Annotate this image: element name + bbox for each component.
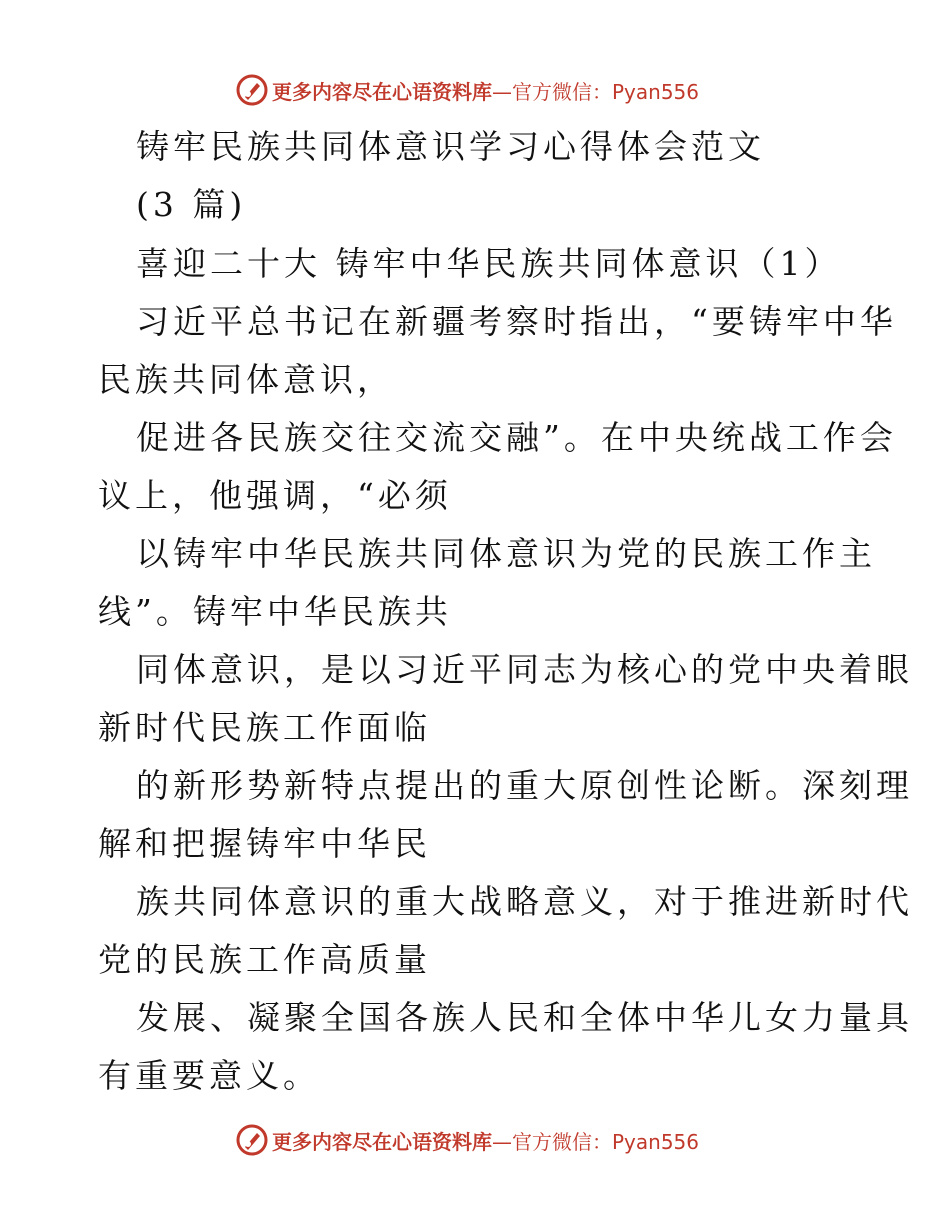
document-subtitle: 喜迎二十大 铸牢中华民族共同体意识（1） xyxy=(136,244,842,283)
paragraph-line: 民族共同体意识， xyxy=(98,360,394,399)
paragraph-line: 习近平总书记在新疆考察时指出，“要铸牢中华 xyxy=(136,302,897,341)
pen-logo-icon xyxy=(236,74,268,106)
paragraph-line: 线”。铸牢中华民族共 xyxy=(98,592,452,631)
watermark-text xyxy=(272,1126,699,1155)
watermark-dash: — xyxy=(492,79,512,104)
paragraph-line: 议上，他强调，“必须 xyxy=(98,476,452,515)
watermark-main: 更多内容尽在心语资料库 xyxy=(272,1129,492,1154)
watermark-dash: — xyxy=(492,1129,512,1154)
watermark-tail: 官方微信：Pyan556 xyxy=(512,79,700,104)
paragraph-line: 促进各民族交往交流交融”。在中央统战工作会 xyxy=(136,418,897,457)
paragraph-line: 党的民族工作高质量 xyxy=(98,940,431,979)
paragraph-line: 解和把握铸牢中华民 xyxy=(98,824,431,863)
watermark-text xyxy=(272,76,699,105)
paragraph-line: 的新形势新特点提出的重大原创性论断。深刻理 xyxy=(136,766,913,805)
paragraph-line: 有重要意义。 xyxy=(98,1056,320,1095)
watermark-header xyxy=(236,73,699,107)
document-title-count: (3 篇) xyxy=(136,185,247,224)
paragraph-line: 发展、凝聚全国各族人民和全体中华儿女力量具 xyxy=(136,998,913,1037)
paragraph-line: 新时代民族工作面临 xyxy=(98,708,431,747)
pen-logo-icon xyxy=(236,1124,268,1156)
watermark-tail: 官方微信：Pyan556 xyxy=(512,1129,700,1154)
paragraph-line: 族共同体意识的重大战略意义，对于推进新时代 xyxy=(136,882,913,921)
watermark-footer xyxy=(236,1123,699,1157)
watermark-main: 更多内容尽在心语资料库 xyxy=(272,79,492,104)
paragraph-line: 以铸牢中华民族共同体意识为党的民族工作主 xyxy=(136,534,876,573)
paragraph-line: 同体意识，是以习近平同志为核心的党中央着眼 xyxy=(136,650,913,689)
document-title: 铸牢民族共同体意识学习心得体会范文 xyxy=(136,127,765,166)
